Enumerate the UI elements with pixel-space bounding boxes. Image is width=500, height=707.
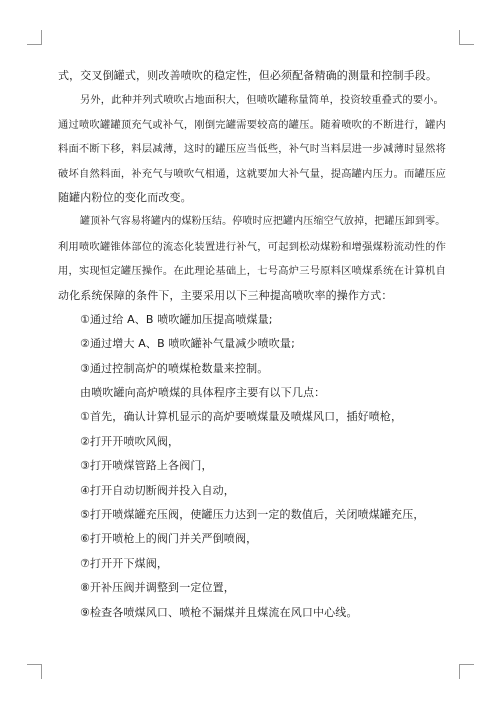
list-item: ②通过增大 A、B 喷吹罐补气量减少喷吹量; <box>80 337 295 351</box>
text-line: 另外，此种并列式喷吹占地面积大，但喷吹罐称量简单，投资较重叠式的要小。 <box>80 94 445 107</box>
text-line: 料面不断下移，料层减薄，这时的罐压应当低些，补气时当料层进一步减薄时显然将 <box>58 143 446 156</box>
text-line: 随罐内粉位的变化而改变。 <box>58 190 192 204</box>
text-line: 通过喷吹罐罐顶充气或补气，刚倒完罐需要较高的罐压。随着喷吹的不断进行，罐内 <box>58 118 446 131</box>
text-line: 用，实现恒定罐压操作。在此理论基础上，七号高炉三号原料区喷煤系统在计算机自 <box>58 265 446 278</box>
crop-mark-bottom-right <box>459 664 474 679</box>
text-line: 罐顶补气容易将罐内的煤粉压结。停喷时应把罐内压缩空气放掉，把罐压卸到零。 <box>80 216 446 228</box>
list-item: ⑤打开喷煤罐充压阀，使罐压力达到一定的数值后，关闭喷煤罐充压， <box>80 508 425 522</box>
crop-mark-bottom-left <box>27 664 42 679</box>
list-item: ②打开开喷吹风阀， <box>80 434 180 448</box>
list-item: ④打开自动切断阀并投入自动， <box>80 483 235 497</box>
list-item: ①通过给 A、B 喷吹罐加压提高喷煤量; <box>80 312 273 326</box>
list-item: ⑨检查各喷煤风口、喷枪不漏煤并且煤流在风口中心线。 <box>80 605 358 619</box>
text-line: 由喷吹罐向高炉喷煤的具体程序主要有以下几点： <box>80 386 326 400</box>
crop-mark-top-right <box>459 30 474 45</box>
list-item: ③打开喷煤管路上各阀门， <box>80 459 213 473</box>
text-line: 动化系统保障的条件下，主要采用以下三种提高喷吹率的操作方式： <box>58 288 393 302</box>
list-item: ⑦打开开下煤阀， <box>80 556 169 570</box>
text-line: 利用喷吹罐锥体部位的流态化装置进行补气，可起到松动煤粉和增强煤粉流动性的作 <box>58 240 446 253</box>
list-item: ⑥打开喷枪上的阀门并关严倒喷阀， <box>80 532 258 546</box>
crop-mark-top-left <box>27 30 42 45</box>
list-item: ①首先，确认计算机显示的高炉要喷煤量及喷煤风口，插好喷枪， <box>80 410 403 424</box>
text-line: 破坏自然料面，补充气与喷吹气相通，这就要加大补气量，提高罐内压力。而罐压应 <box>58 167 446 180</box>
text-line: 式，交叉倒罐式，则改善喷吹的稳定性，但必须配备精确的测量和控制手段。 <box>58 69 438 82</box>
list-item: ③通过控制高炉的喷煤枪数量来控制。 <box>80 361 269 375</box>
list-item: ⑧开补压阀并调整到一定位置， <box>80 581 235 595</box>
document-body <box>58 64 446 625</box>
